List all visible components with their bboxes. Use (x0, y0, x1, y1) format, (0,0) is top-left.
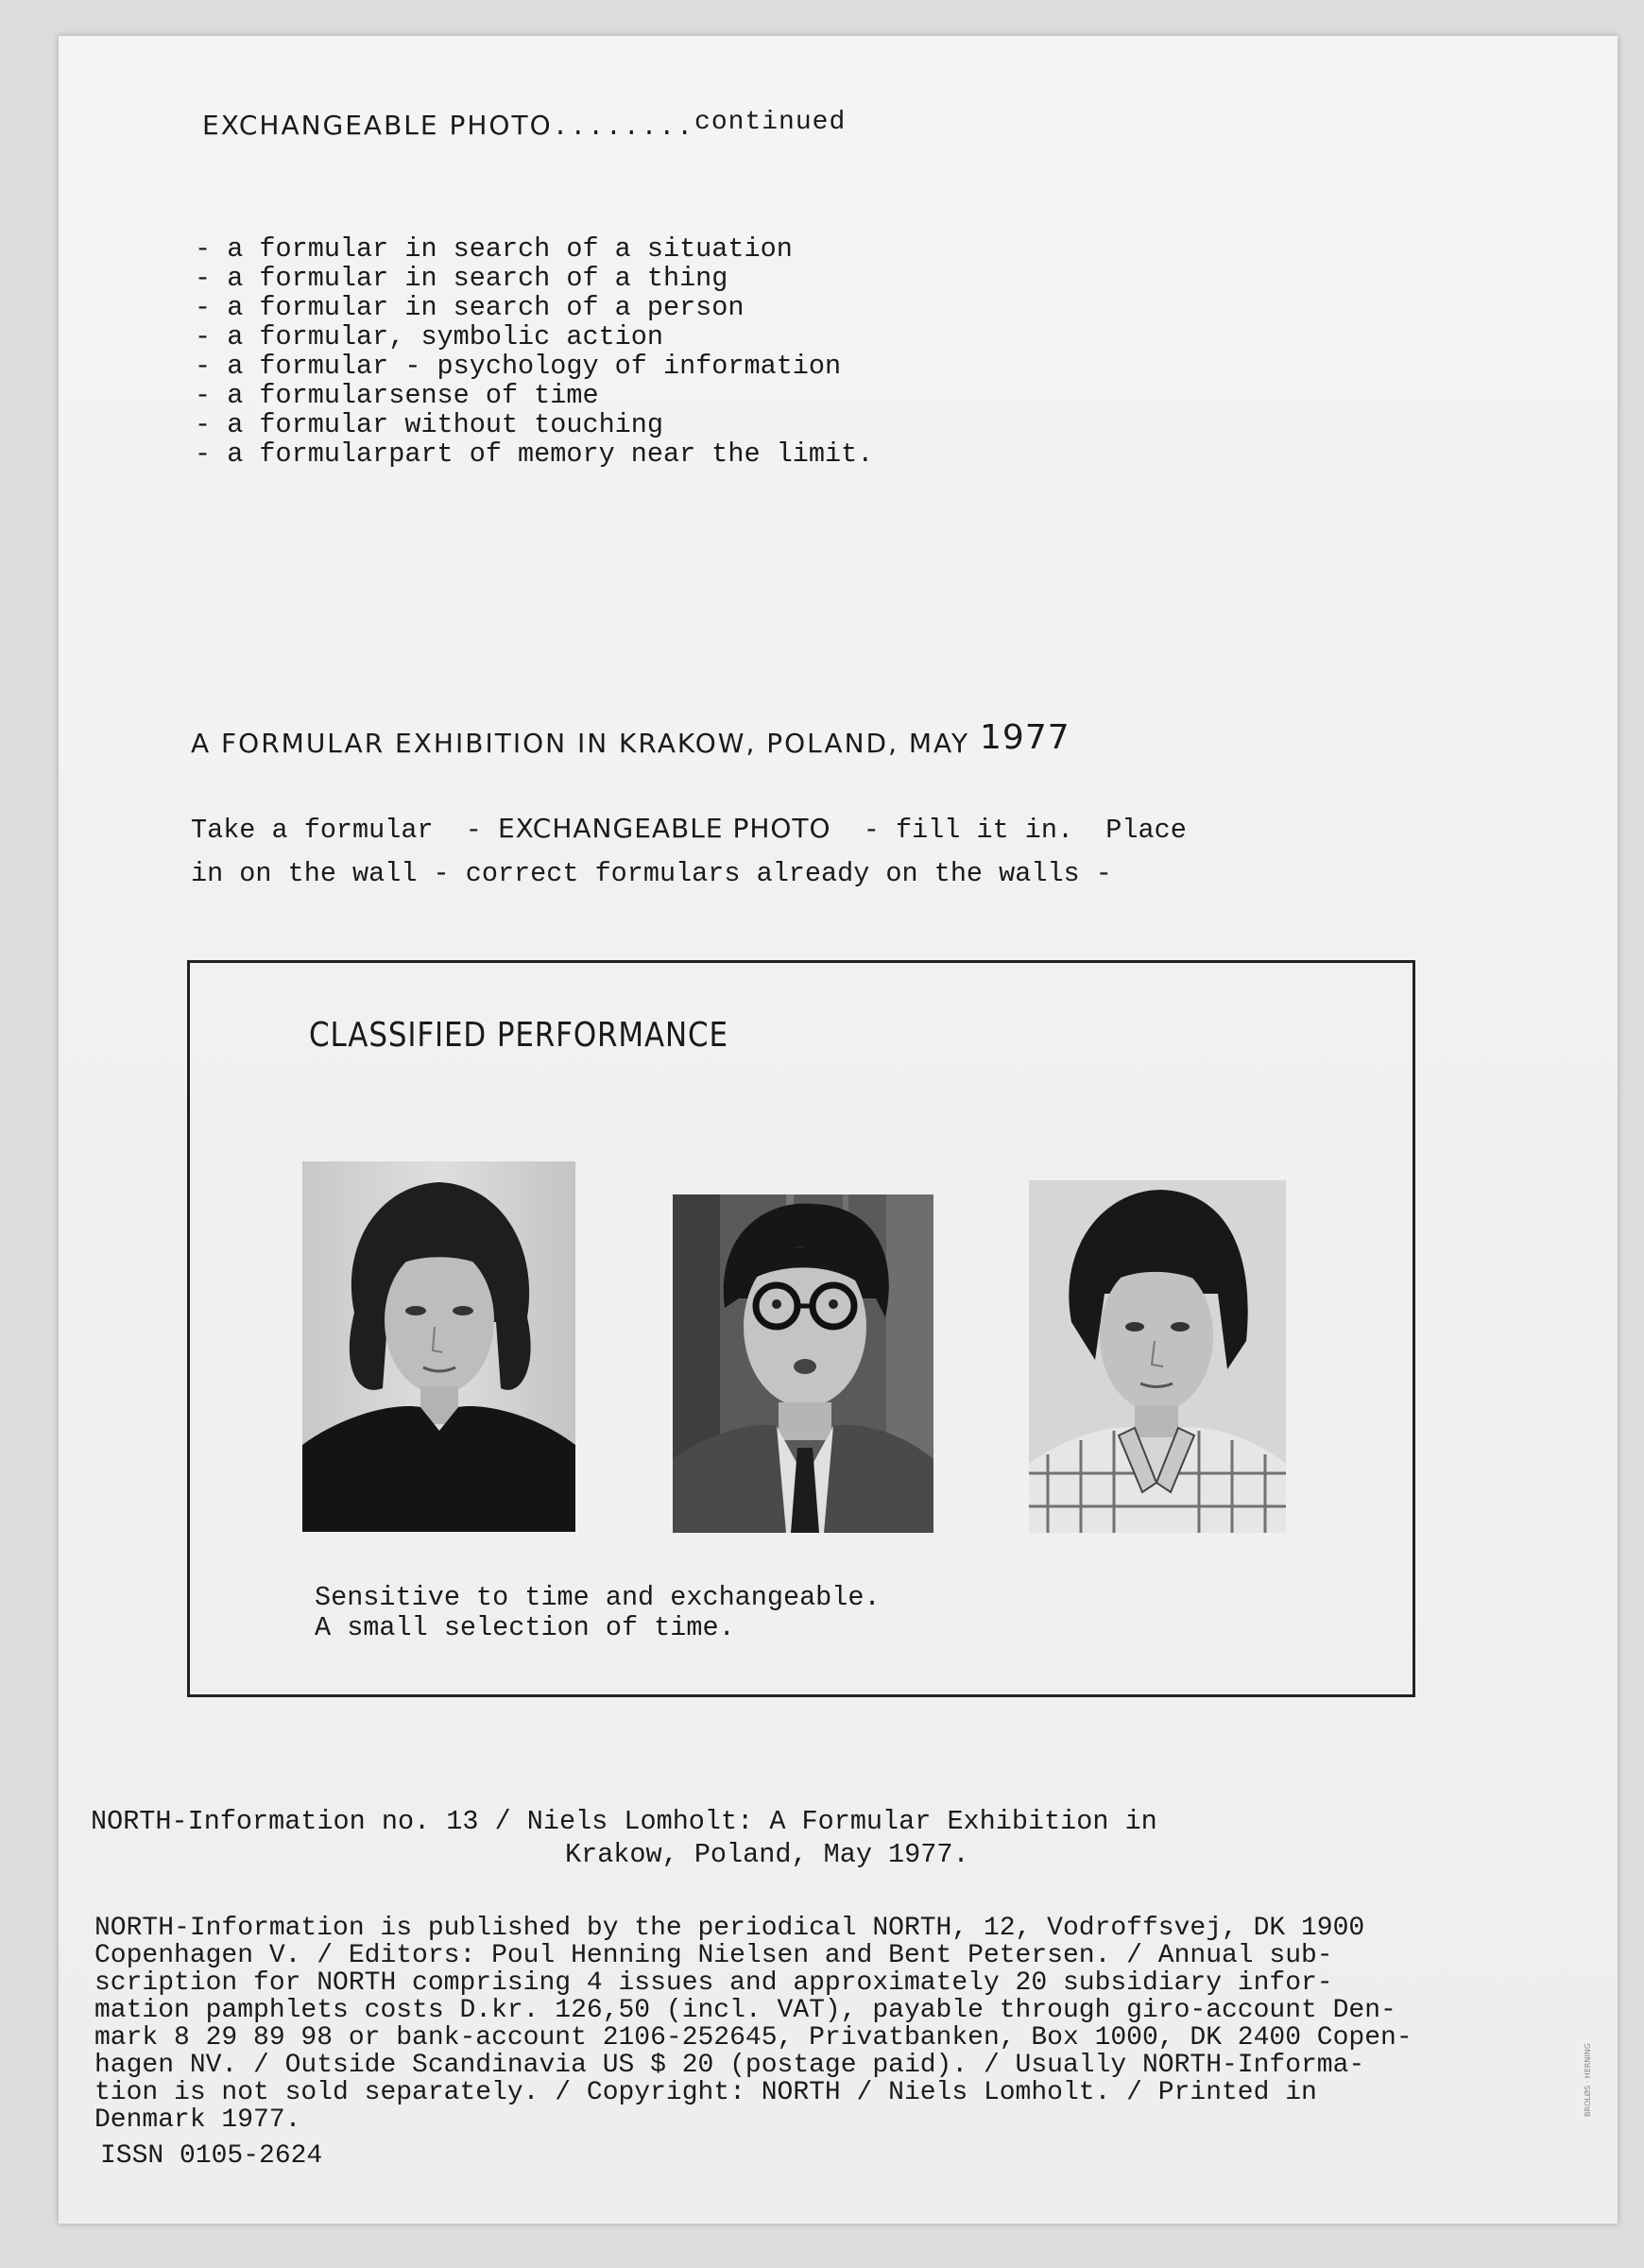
header-continued: continued (694, 108, 847, 137)
list-item: - a formularpart of memory near the limit. (195, 438, 874, 470)
header-title: EXCHANGEABLE PHOTO (202, 110, 553, 141)
performance-title: CLASSIFIED PERFORMANCE (309, 1016, 728, 1055)
publication-line: tion is not sold separately. / Copyright: NORTH / Niels Lomholt. / Printed in (94, 2078, 1317, 2107)
formular-list (195, 234, 873, 469)
list-item: - a formularsense of time (195, 380, 599, 411)
list-item: - a formular in search of a person (195, 292, 745, 323)
portrait-photo-young-man (1029, 1180, 1286, 1533)
printer-mark: BROLØS · HERNING (1584, 2043, 1592, 2117)
instruction-part-b: EXCHANGEABLE PHOTO (497, 813, 831, 844)
publication-line: hagen NV. / Outside Scandinavia US $ 20 (postage paid). / Usually NORTH-Informa- (94, 2051, 1365, 2080)
exhibition-title (191, 718, 1070, 761)
portrait-photo-man-glasses (673, 1194, 933, 1533)
publication-line: mark 8 29 89 98 or bank-account 2106-252645, Privatbanken, Box 1000, DK 2400 Copen- (94, 2023, 1413, 2053)
publication-line: NORTH-Information is published by the periodical NORTH, 12, Vodroffsvej, DK 1900 (94, 1914, 1365, 1943)
instruction-part-a: Take a formular - (191, 815, 498, 846)
portrait-photo-woman (302, 1161, 575, 1532)
north-info-line-2: Krakow, Poland, May 1977. (565, 1839, 969, 1870)
list-item: - a formular without touching (195, 409, 663, 440)
instruction-line-1 (191, 813, 1187, 846)
list-item: - a formular, symbolic action (195, 321, 663, 352)
instruction-part-c: - fill it in. Place (831, 815, 1187, 846)
performance-caption (315, 1583, 881, 1643)
list-item: - a formular in search of a thing (195, 263, 728, 294)
instruction-line-2: in on the wall - correct formulars already on the walls - (191, 858, 1112, 889)
header-dots: ........ (552, 113, 695, 143)
caption-line: Sensitive to time and exchangeable. (315, 1582, 881, 1613)
publication-line: mation pamphlets costs D.kr. 126,50 (incl. VAT), payable through giro-account Den- (94, 1996, 1396, 2025)
page-header (202, 110, 846, 143)
publication-line: scription for NORTH comprising 4 issues and approximately 20 subsidiary infor- (94, 1968, 1333, 1998)
north-info-line-1: NORTH-Information no. 13 / Niels Lomholt: A Formular Exhibition in (91, 1806, 1157, 1837)
publication-notice (94, 1915, 1568, 2134)
list-item: - a formular - psychology of information (195, 351, 842, 382)
publication-line: Denmark 1977. (94, 2105, 301, 2135)
exhibition-title-text: A FORMULAR EXHIBITION IN KRAKOW, POLAND, MAY (191, 728, 970, 759)
caption-line: A small selection of time. (315, 1612, 735, 1643)
list-item: - a formular in search of a situation (195, 233, 793, 265)
performance-box (187, 960, 1415, 1697)
exhibition-year: 1977 (980, 718, 1070, 757)
issn-number: ISSN 0105-2624 (100, 2141, 323, 2171)
publication-line: Copenhagen V. / Editors: Poul Henning Nielsen and Bent Petersen. / Annual sub- (94, 1941, 1333, 1970)
